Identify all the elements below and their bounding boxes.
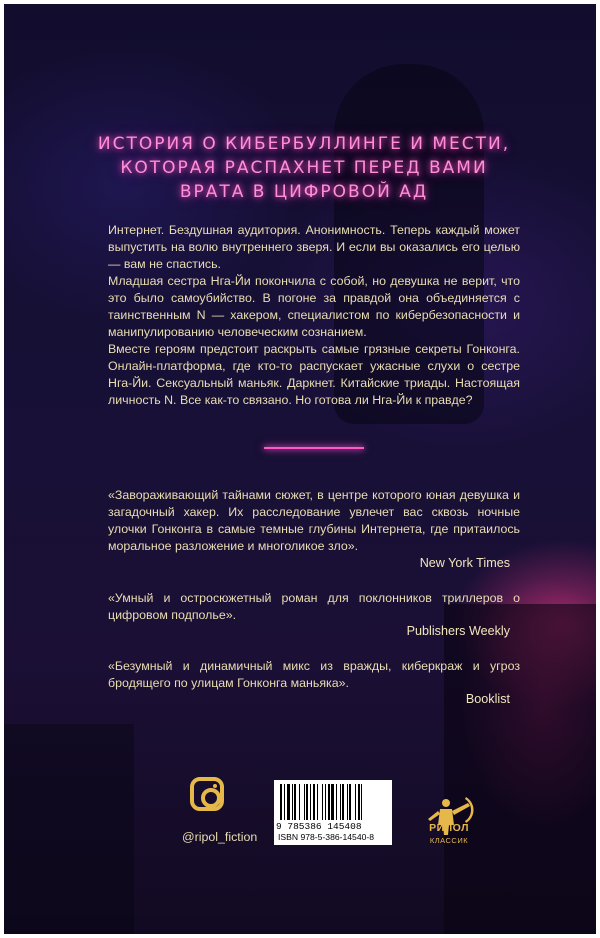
barcode-bar: [322, 784, 323, 820]
neon-divider: [264, 447, 364, 449]
barcode-number: 9 785386 145408: [276, 821, 362, 832]
barcode-bars: [280, 784, 386, 820]
barcode-bar: [304, 784, 305, 820]
barcode-bar: [361, 784, 362, 820]
back-cover: [4, 4, 596, 934]
barcode-bar: [342, 784, 344, 820]
barcode-bar: [355, 784, 356, 820]
barcode-bar: [292, 784, 293, 820]
synopsis-paragraph: Вместе героям предстоит раскрыть самые грязные секреты Гонконга. Онлайн-платформа, где кто-то распускает ужасные слухи о сестре Нга-Йи. Сексуальный маньяк. Даркнет. Китайские триады. Настоящая личность N. Все как-то связано. Но готова ли Нга-Йи к правде?: [108, 342, 520, 407]
synopsis-paragraph: Интернет. Бездушная аудитория. Анонимность. Теперь каждый может выпустить на волю внутреннего зверя. И если вы оказались его целью — вам не спастись.: [108, 223, 520, 271]
publisher-subtitle: КЛАССИК: [429, 836, 469, 845]
headline-line: КОТОРАЯ РАСПАХНЕТ ПЕРЕД ВАМИ: [120, 158, 488, 178]
review-quote: «Завораживающий тайнами сюжет, в центре которого юная девушка и загадочный хакер. Их расследование увлечет вас сквозь ночные улочки Гонконга в самые темные глубины Интернета, где притаилось моральное разложение и многоликое зло».: [108, 488, 520, 553]
barcode-bar: [336, 784, 337, 820]
publisher-name: РИПОЛ: [429, 822, 469, 834]
barcode-bar: [328, 784, 330, 820]
synopsis: [108, 222, 520, 409]
barcode-bar: [349, 784, 351, 820]
isbn-text: ISBN 978-5-386-14540-8: [278, 832, 375, 842]
instagram-lens: [201, 788, 221, 808]
review-quote: «Безумный и динамичный микс из вражды, киберкраж и угроз бродящего по улицам Гонконга маньяка».: [108, 659, 520, 690]
barcode-bar: [325, 784, 326, 820]
instagram-icon[interactable]: [190, 777, 224, 811]
barcode: [274, 780, 392, 845]
headline-line: ИСТОРИЯ О КИБЕРБУЛЛИНГЕ И МЕСТИ,: [97, 134, 511, 154]
instagram-dot: [213, 784, 217, 788]
barcode-bar: [331, 784, 334, 820]
barcode-bar: [284, 784, 285, 820]
barcode-bar: [287, 784, 290, 820]
review-quote: «Умный и остросюжетный роман для поклонников триллеров о цифровом подполье».: [108, 591, 520, 622]
synopsis-paragraph: Младшая сестра Нга-Йи покончила с собой, но девушка не верит, что это было самоубийство. В погоне за правдой она объединяется с таинственным N — хакером, специалистом по кибербезопасности и манипулированию человеческим сознанием.: [108, 274, 520, 339]
instagram-handle[interactable]: @ripol_fiction: [182, 830, 258, 844]
background-building: [4, 724, 134, 934]
barcode-bar: [358, 784, 360, 820]
review-source: New York Times: [419, 556, 510, 570]
barcode-bar: [313, 784, 315, 820]
headline: [4, 132, 596, 204]
barcode-bar: [306, 784, 308, 820]
barcode-bar: [280, 784, 282, 820]
barcode-bar: [310, 784, 311, 820]
barcode-bar: [347, 784, 348, 820]
review-source: Booklist: [465, 692, 510, 706]
background-building: [444, 604, 596, 934]
review-source: Publishers Weekly: [406, 624, 510, 638]
headline-line: ВРАТА В ЦИФРОВОЙ АД: [179, 182, 429, 202]
barcode-bar: [340, 784, 341, 820]
barcode-bar: [299, 784, 300, 820]
barcode-bar: [317, 784, 318, 820]
barcode-bar: [294, 784, 296, 820]
